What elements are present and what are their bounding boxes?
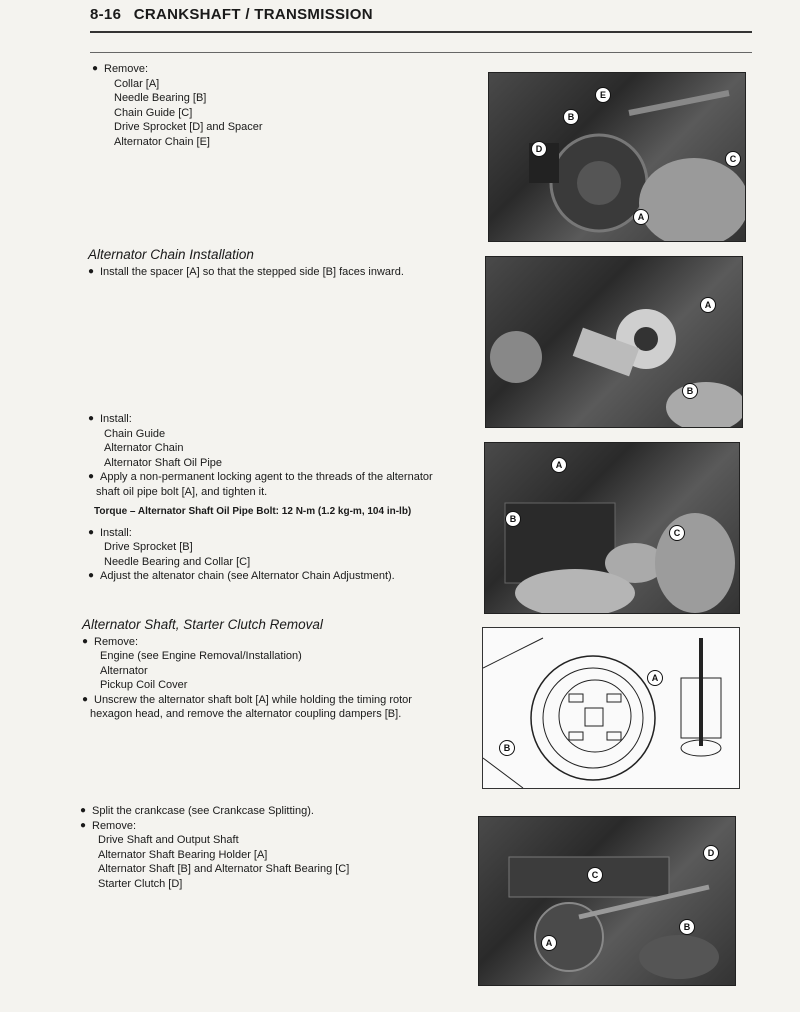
page-title: CRANKSHAFT / TRANSMISSION: [133, 6, 373, 23]
section-shaft-removal: [82, 618, 472, 722]
callout-label: B: [505, 511, 521, 527]
photo-shapes: [485, 443, 739, 613]
remove-label: ● Remove:: [82, 635, 472, 650]
install-item: Alternator Chain: [104, 442, 184, 454]
photo-shapes: [489, 73, 745, 241]
remove-item: Alternator Chain [E]: [114, 135, 210, 148]
callout-label: A: [551, 457, 567, 473]
callout-label: A: [647, 670, 663, 686]
photo-shapes: [486, 257, 742, 427]
step-text: ● Unscrew the alternator shaft bolt [A] while holding the timing rotor: [82, 693, 472, 708]
page-number: 8-16: [90, 6, 122, 23]
install-label: ● Install:: [88, 412, 478, 427]
photo-shapes: [479, 817, 735, 985]
section-install: [88, 412, 478, 584]
callout-label: A: [633, 209, 649, 225]
step-text: ● Split the crankcase (see Crankcase Splitting).: [80, 804, 470, 819]
figure-sprocket-removal-photo: [488, 72, 746, 242]
callout-label: C: [669, 525, 685, 541]
section-split-crankcase: [80, 804, 470, 891]
install-item: Chain Guide: [104, 427, 166, 440]
step-text-continued: shaft oil pipe bolt [A], and tighten it.: [96, 485, 268, 498]
callout-label: B: [682, 383, 698, 399]
callout-label: C: [587, 867, 603, 883]
step-text: ● Apply a non-permanent locking agent to the threads of the alternator: [88, 470, 478, 485]
header-rule-secondary: [90, 52, 752, 53]
callout-label: B: [499, 740, 515, 756]
remove-item: Drive Shaft and Output Shaft: [98, 834, 239, 846]
remove-item: Pickup Coil Cover: [100, 679, 188, 691]
callout-label: B: [679, 919, 695, 935]
remove-item: Chain Guide [C]: [114, 106, 193, 119]
remove-item: Alternator Shaft Bearing Holder [A]: [98, 848, 268, 861]
remove-item: Alternator Shaft [B] and Alternator Shaft Bearing [C]: [98, 863, 350, 875]
section-heading: Alternator Chain Installation: [88, 247, 254, 262]
callout-label: D: [531, 141, 547, 157]
install-item: Alternator Shaft Oil Pipe: [104, 456, 223, 469]
section-chain-installation: [88, 248, 468, 279]
remove-label: ● Remove:: [80, 819, 470, 834]
torque-spec: Torque – Alternator Shaft Oil Pipe Bolt: 12 N-m (1.2 kg-m, 104 in-lb): [94, 506, 412, 517]
remove-item: Engine (see Engine Removal/Installation): [100, 650, 302, 662]
step-text-continued: hexagon head, and remove the alternator coupling dampers [B].: [90, 708, 402, 720]
step-text: ● Install the spacer [A] so that the stepped side [B] faces inward.: [88, 265, 468, 280]
callout-label: A: [541, 935, 557, 951]
callout-label: D: [703, 845, 719, 861]
section-heading: Alternator Shaft, Starter Clutch Removal: [82, 617, 323, 632]
callout-label: B: [563, 109, 579, 125]
remove-label: ● Remove:: [92, 62, 263, 77]
remove-item: Collar [A]: [114, 77, 160, 90]
callout-label: A: [700, 297, 716, 313]
install-label: ● Install:: [88, 526, 478, 541]
figure-oil-pipe-photo: [484, 442, 740, 614]
header-rule: [90, 31, 752, 33]
callout-label: C: [725, 151, 741, 167]
remove-item: Alternator: [100, 664, 148, 677]
remove-item: Starter Clutch [D]: [98, 877, 183, 890]
section-remove-1: [92, 62, 263, 149]
install-item: Drive Sprocket [B]: [104, 541, 193, 553]
remove-item: Needle Bearing [B]: [114, 92, 207, 104]
remove-item: Drive Sprocket [D] and Spacer: [114, 121, 263, 133]
figure-spacer-photo: [485, 256, 743, 428]
page-header: [90, 6, 373, 23]
step-text: ● Adjust the altenator chain (see Alternator Chain Adjustment).: [88, 569, 478, 584]
drawing-shapes: [483, 628, 739, 788]
callout-label: E: [595, 87, 611, 103]
figure-coupling-drawing: [482, 627, 740, 789]
figure-crankcase-photo: [478, 816, 736, 986]
install-item: Needle Bearing and Collar [C]: [104, 555, 251, 568]
